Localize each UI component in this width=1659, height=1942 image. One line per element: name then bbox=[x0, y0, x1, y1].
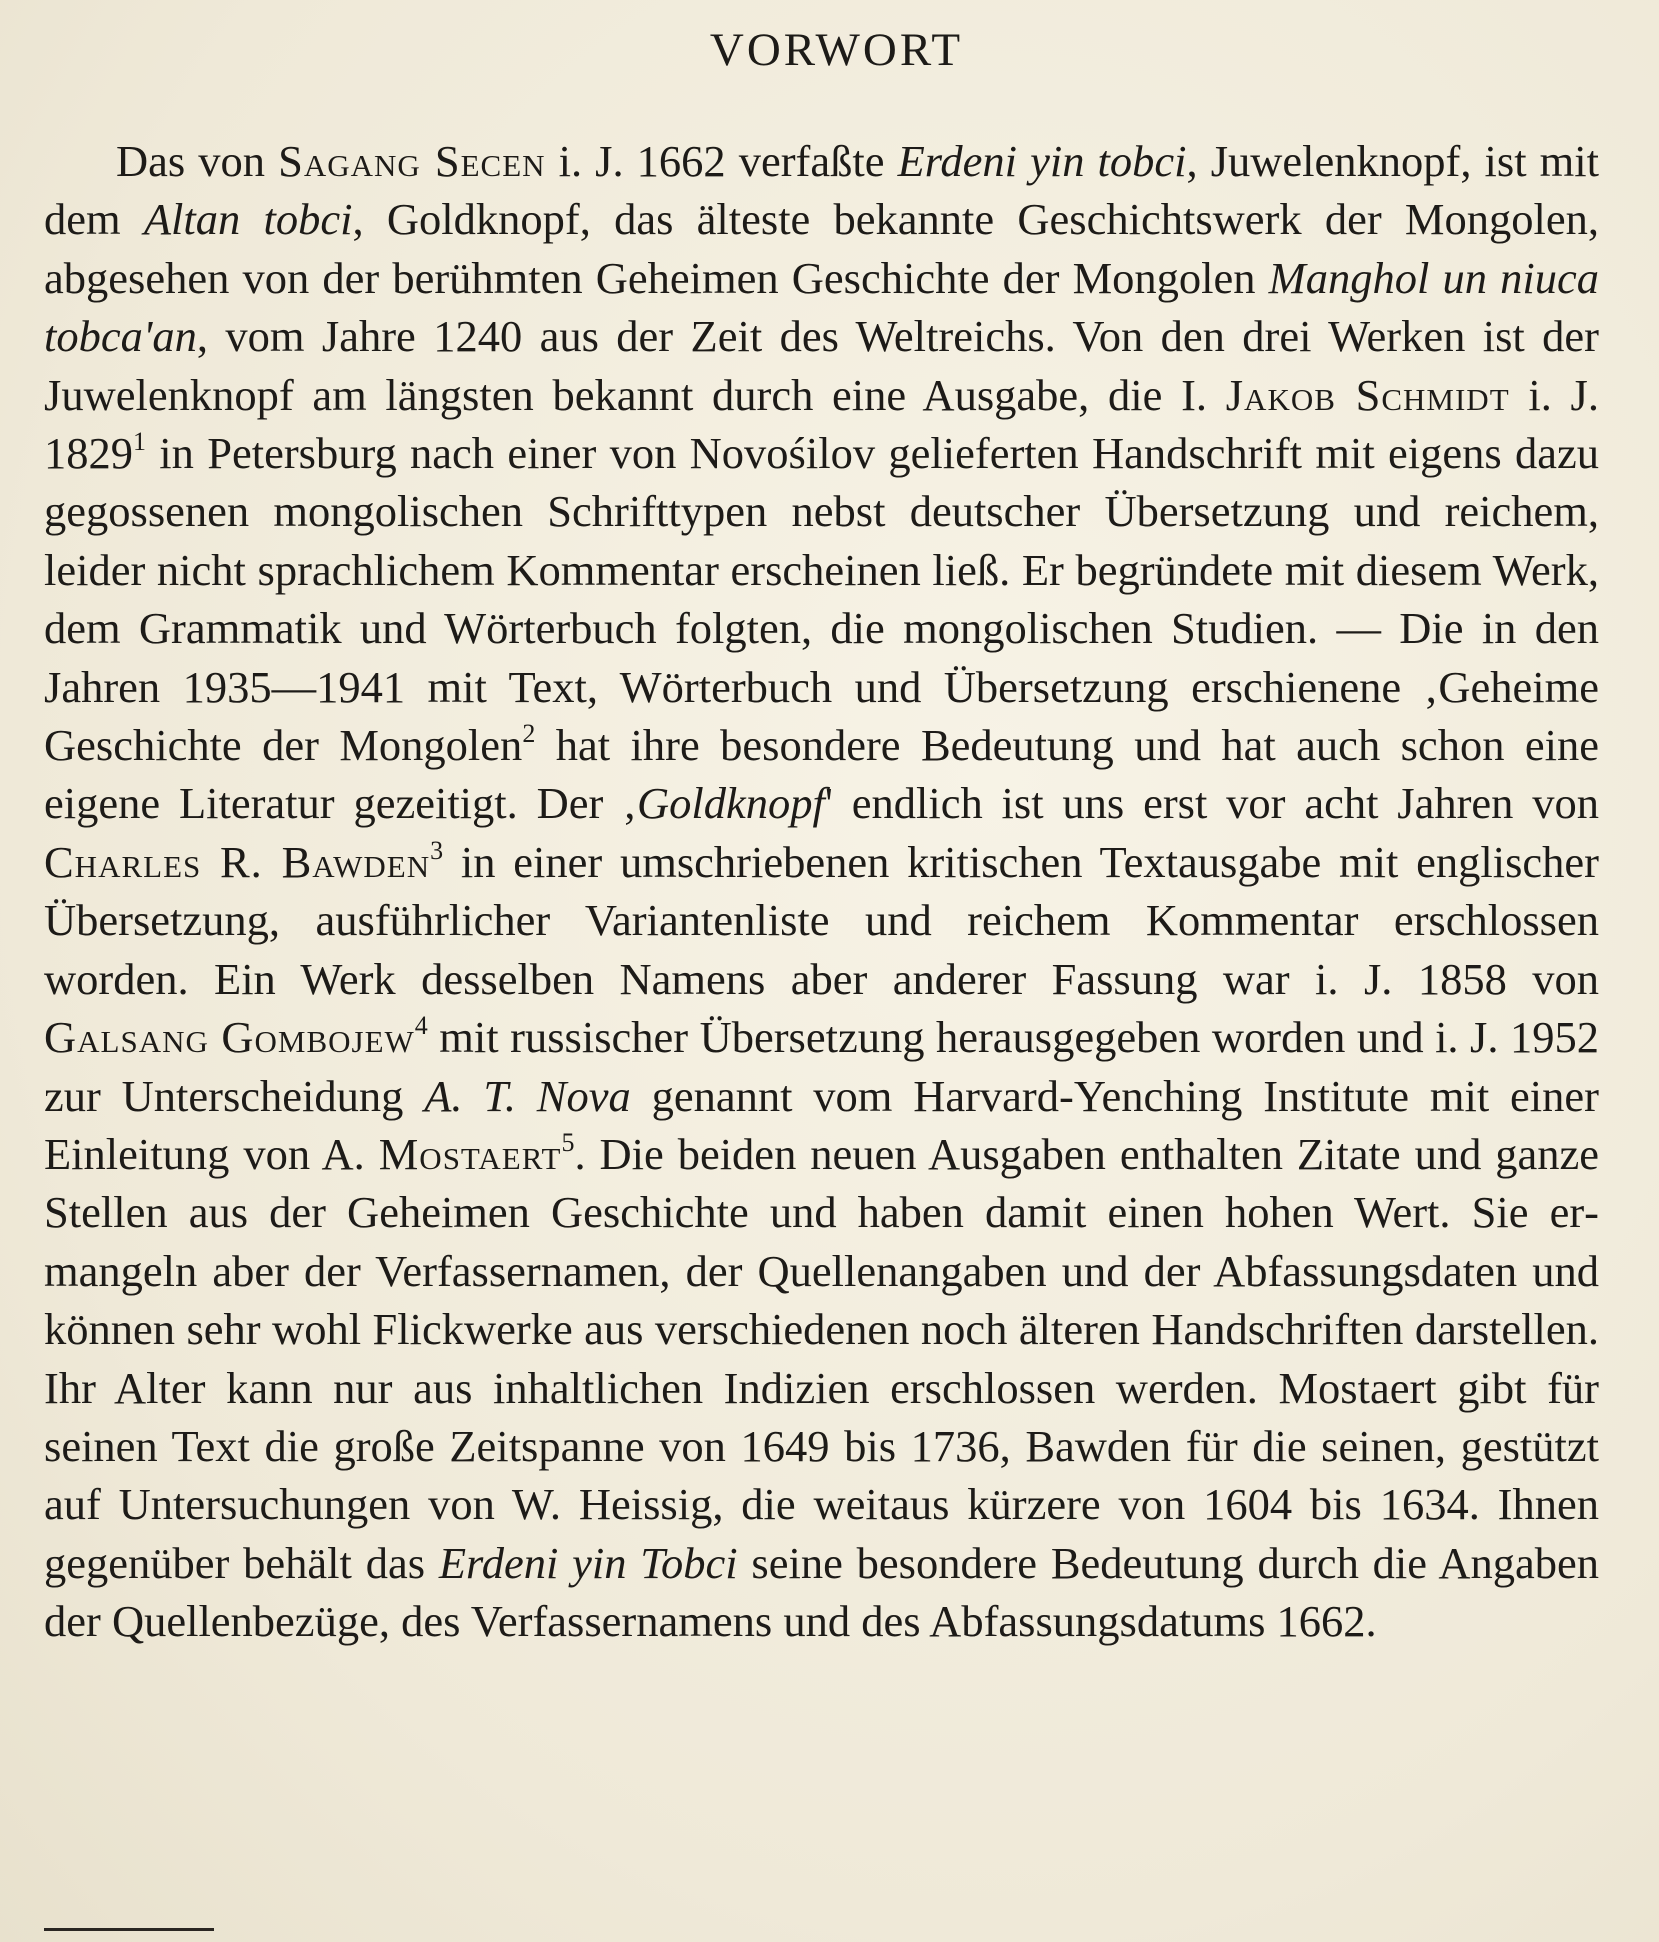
work-title: Altan tobci bbox=[143, 194, 353, 245]
author-name: Sagang Secen bbox=[278, 136, 546, 186]
text-run: seine besondere Bedeutung durch die Angaben der Quellenbezüge, des Verfassernamens und des Abfassungsdatums 1662. bbox=[44, 1537, 1600, 1647]
author-name: Mostaert bbox=[378, 1128, 562, 1179]
text-run: in einer umschriebenen kritischen Textausgabe mit englischer Übersetzung, ausführlicher Variantenliste und reichem Kommentar erschlossen worden. Ein Werk desselben Namens aber anderer Fassung war i. J. 1858 von bbox=[44, 836, 1599, 1004]
page-title: VORWORT bbox=[709, 24, 964, 76]
text-run: i. J. 1829 bbox=[44, 369, 1600, 479]
text-run: , Juwelenknopf, ist mit dem bbox=[44, 136, 1599, 245]
text-run: , vom Jahre 1240 aus der Zeit des Weltreichs. Von den drei Werken ist der Juwelenknopf am längsten bekannt durch eine Ausgabe, die I. bbox=[44, 311, 1599, 420]
footnote-separator-rule bbox=[44, 1928, 214, 1931]
text-run: genannt vom Harvard-Yenching Institute mit einer Einleitung von A. bbox=[44, 1070, 1599, 1179]
text-run: mit russischer Übersetzung herausgegeben worden und i. J. 1952 zur Unterscheidung bbox=[44, 1012, 1599, 1121]
page bbox=[44, 20, 1599, 1651]
text-run: Das von bbox=[116, 136, 279, 186]
author-name: Jakob Schmidt bbox=[1225, 369, 1510, 420]
footnote-marker: 5 bbox=[561, 1127, 575, 1157]
author-name: Charles R. Bawden bbox=[44, 836, 431, 887]
footnote-marker: 3 bbox=[430, 835, 444, 865]
author-name: Galsang Gombojew bbox=[44, 1012, 415, 1063]
work-title: A. T. Nova bbox=[424, 1070, 631, 1121]
text-run: i. J. 1662 verfaßte bbox=[545, 136, 898, 186]
footnote-marker: 4 bbox=[414, 1011, 428, 1041]
work-title: Erdeni yin tobci bbox=[897, 136, 1187, 186]
preface-paragraph bbox=[44, 132, 1599, 1651]
footnote-marker: 1 bbox=[133, 427, 146, 457]
work-title: Goldknopf bbox=[637, 778, 825, 829]
text-run: in Petersburg nach einer von Novośilov gelieferten Handschrift mit eigens dazu gegossenen mongolischen Schrifttypen nebst deutscher Übersetzung und reichem, leider nicht sprachlichem Kommentar erscheinen ließ. Er begründete mit diesem Werk, dem Grammatik und Wörterbuch folgten, die mongolischen Studien. — Die in den Jahren 1935—1941 mit Text, Wörterbuch und Übersetzung erschienene ‚Geheime Geschichte der Mongolen bbox=[44, 428, 1599, 771]
work-title: Manghol un niuca tobca'an bbox=[44, 252, 1599, 362]
text-run: ' endlich ist uns erst vor acht Jahren von bbox=[824, 778, 1600, 829]
text-run: . Die beiden neuen Ausgaben enthalten Zitate und ganze Stellen aus der Geheimen Geschichte und haben damit einen hohen Wert. Sie ermangeln aber der Verfassernamen, der Quellenangaben und der Abfassungsdaten und können sehr wohl Flickwerke aus verschiedenen noch älteren Handschriften darstellen. Ihr Alter kann nur aus inhaltlichen Indizien erschlossen werden. Mostaert gibt für seinen Text die große Zeitspanne von 1649 bis 1736, Bawden für die seinen, gestützt auf Untersuchungen von W. Heissig, die weitaus kürzere von 1604 bis 1634. Ihnen gegenüber behält das bbox=[44, 1128, 1599, 1588]
footnote-marker: 2 bbox=[522, 719, 536, 749]
work-title: Erdeni yin Tobci bbox=[438, 1537, 738, 1588]
text-run: hat ihre besondere Bedeutung und hat auch schon eine eigene Literatur gezeitigt. Der ‚ bbox=[44, 720, 1599, 829]
text-run: , Goldknopf, das älteste bekannte Geschichtswerk der Mongolen, abgesehen von der berühmten Geheimen Geschichte der Mongolen bbox=[44, 194, 1599, 303]
